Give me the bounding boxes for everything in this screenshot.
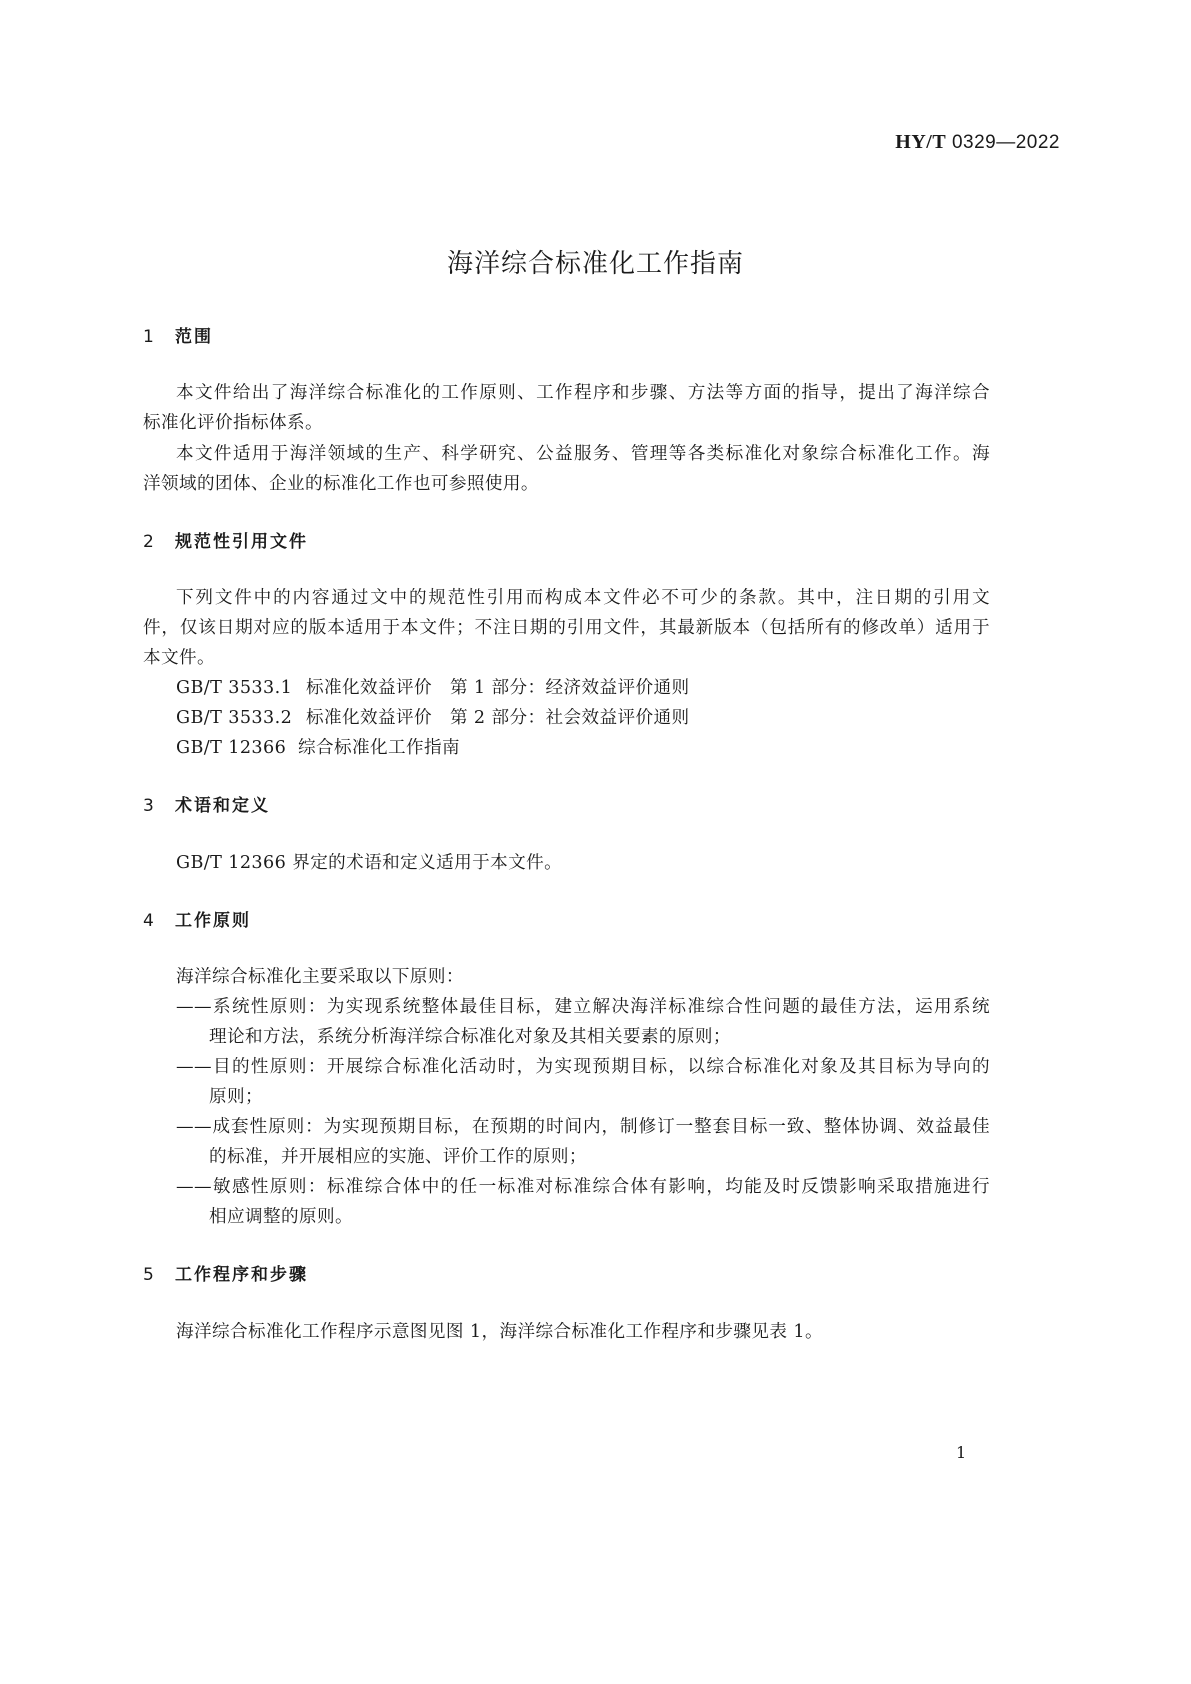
- reference-name: 标准化效益评价 第 1 部分：经济效益评价通则: [306, 678, 690, 698]
- paragraph-line: GB/T 12366 界定的术语和定义适用于本文件。: [176, 853, 563, 873]
- reference-name: 标准化效益评价 第 2 部分：社会效益评价通则: [306, 708, 690, 728]
- section-number: 2: [143, 532, 156, 552]
- paragraph-line: 下列文件中的内容通过文中的规范性引用而构成本文件必不可少的条款。其中，注日期的引用文: [176, 588, 990, 608]
- reference-code: GB/T 3533.1: [176, 678, 293, 698]
- section-3-heading: [143, 791, 270, 816]
- paragraph-line: 本文件给出了海洋综合标准化的工作原则、工作程序和步骤、方法等方面的指导，提出了海洋综合: [176, 383, 990, 403]
- paragraph-line: 件，仅该日期对应的版本适用于本文件；不注日期的引用文件，其最新版本（包括所有的修改单）适用于: [143, 618, 990, 638]
- reference-code: GB/T 12366: [176, 738, 287, 758]
- list-item-line: 原则；: [209, 1087, 263, 1107]
- section-number: 5: [143, 1265, 156, 1285]
- list-item-line: 的标准，并开展相应的实施、评价工作的原则；: [209, 1147, 587, 1167]
- section-title: 工作程序和步骤: [175, 1265, 308, 1285]
- reference-item: [176, 674, 689, 699]
- section-2-heading: [143, 527, 308, 552]
- reference-code: GB/T 3533.2: [176, 708, 293, 728]
- list-item-line: 理论和方法，系统分析海洋综合标准化对象及其相关要素的原则；: [209, 1027, 731, 1047]
- section-title: 规范性引用文件: [175, 532, 308, 552]
- section-number: 1: [143, 327, 156, 347]
- list-item-line: 相应调整的原则。: [209, 1207, 353, 1227]
- reference-name: 综合标准化工作指南: [298, 738, 460, 758]
- paragraph-line: 本文件。: [143, 648, 215, 668]
- section-5-heading: [143, 1260, 308, 1285]
- list-item-line: ——目的性原则：开展综合标准化活动时，为实现预期目标，以综合标准化对象及其目标为导向的: [176, 1057, 990, 1077]
- paragraph-line: 海洋综合标准化主要采取以下原则：: [176, 967, 464, 987]
- paragraph-line: 本文件适用于海洋领域的生产、科学研究、公益服务、管理等各类标准化对象综合标准化工作。海: [176, 444, 990, 464]
- paragraph-line: 标准化评价指标体系。: [143, 413, 323, 433]
- list-item-line: ——敏感性原则：标准综合体中的任一标准对标准综合体有影响，均能及时反馈影响采取措施进行: [176, 1177, 990, 1197]
- reference-item: [176, 734, 460, 759]
- paragraph-line: 海洋综合标准化工作程序示意图见图 1，海洋综合标准化工作程序和步骤见表 1。: [176, 1322, 823, 1342]
- section-title: 工作原则: [175, 911, 251, 931]
- section-number: 4: [143, 911, 156, 931]
- standard-code-prefix: HY/T: [895, 131, 947, 153]
- section-1-heading: [143, 322, 213, 347]
- list-item-line: ——成套性原则：为实现预期目标，在预期的时间内，制修订一整套目标一致、整体协调、效益最佳: [176, 1117, 990, 1137]
- page-number: 1: [956, 1443, 967, 1462]
- standard-code: [895, 131, 1060, 154]
- section-title: 范围: [175, 327, 213, 347]
- list-item-line: ——系统性原则：为实现系统整体最佳目标，建立解决海洋标准综合性问题的最佳方法，运用系统: [176, 997, 990, 1017]
- section-title: 术语和定义: [175, 796, 270, 816]
- standard-code-number: 0329—2022: [951, 132, 1060, 153]
- paragraph-line: 洋领域的团体、企业的标准化工作也可参照使用。: [143, 474, 539, 494]
- section-4-heading: [143, 906, 251, 931]
- document-title: 海洋综合标准化工作指南: [446, 249, 744, 279]
- reference-item: [176, 704, 689, 729]
- section-number: 3: [143, 796, 156, 816]
